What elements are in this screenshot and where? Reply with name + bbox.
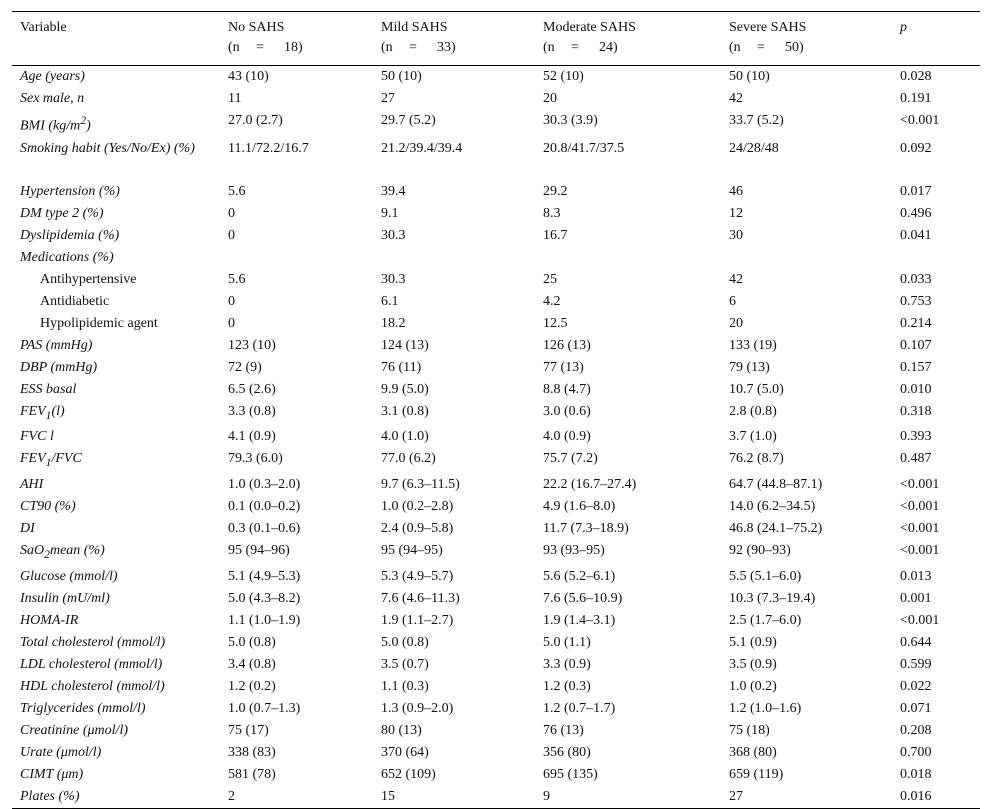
table-row (12, 540, 980, 566)
row-value: <0.001 (900, 521, 940, 537)
table-row (12, 269, 980, 291)
row-value: 3.0 (0.6) (543, 403, 591, 419)
row-value: 0 (228, 227, 235, 243)
table-row (12, 138, 980, 181)
row-value: 0.092 (900, 140, 932, 156)
row-value: 72 (9) (228, 359, 262, 375)
row-value: 338 (83) (228, 745, 276, 761)
row-value: 0.017 (900, 183, 932, 199)
row-value: 92 (90–93) (729, 543, 791, 559)
row-value: 27 (381, 91, 395, 106)
table-row (12, 291, 980, 313)
row-value: 0.644 (900, 635, 932, 651)
header-row (12, 12, 980, 66)
row-value: 1.1 (0.3) (381, 679, 429, 695)
row-value: 1.2 (0.7–1.7) (543, 701, 616, 717)
table-row (12, 66, 980, 89)
row-value: 6.1 (381, 293, 399, 309)
row-value: 5.0 (0.8) (228, 635, 276, 651)
row-value: 695 (135) (543, 767, 598, 783)
row-value: 0.022 (900, 679, 932, 695)
row-value: 126 (13) (543, 337, 591, 353)
row-value: 1.0 (0.3–2.0) (228, 477, 301, 493)
table-row (12, 225, 980, 247)
row-value: 368 (80) (729, 745, 777, 761)
row-value: 16.7 (543, 227, 568, 243)
table-row (12, 742, 980, 764)
row-value: 7.6 (5.6–10.9) (543, 591, 623, 607)
row-value: 0.016 (900, 789, 932, 805)
row-value: 3.4 (0.8) (228, 657, 276, 673)
row-value: 0.071 (900, 701, 932, 717)
header-severe-sahs: Severe SAHS (n = 50) (729, 20, 807, 55)
row-value: 1.2 (1.0–1.6) (729, 701, 802, 717)
row-value: 75.7 (7.2) (543, 451, 598, 467)
row-value: 370 (64) (381, 745, 429, 761)
row-value: 0.1 (0.0–0.2) (228, 499, 301, 515)
table-row (12, 474, 980, 496)
table-row (12, 203, 980, 225)
row-value: 11.7 (7.3–18.9) (543, 521, 629, 537)
row-value: 10.3 (7.3–19.4) (729, 591, 816, 607)
row-value: 5.0 (4.3–8.2) (228, 591, 301, 607)
row-variable: Hypolipidemic agent (40, 315, 158, 331)
row-value: 1.2 (0.3) (543, 679, 591, 695)
row-variable: DI (20, 521, 35, 537)
row-variable: ESS basal (20, 381, 77, 397)
row-value: 8.8 (4.7) (543, 381, 591, 397)
row-value: 2.8 (0.8) (729, 403, 777, 419)
row-value: 76.2 (8.7) (729, 451, 784, 467)
row-variable: HOMA-IR (20, 613, 79, 629)
row-value: 3.1 (0.8) (381, 403, 429, 419)
header-n: (n = 18) (228, 40, 303, 55)
row-value: 0.214 (900, 315, 932, 331)
row-value: 42 (729, 271, 743, 287)
row-value: 1.0 (0.2–2.8) (381, 499, 454, 515)
row-variable: AHI (20, 477, 44, 493)
table-row (12, 518, 980, 540)
row-variable: Glucose (mmol/l) (20, 569, 118, 585)
row-value: 0 (228, 205, 235, 221)
row-value: 0.157 (900, 359, 932, 375)
row-value: 95 (94–96) (228, 543, 290, 559)
row-value: 7.6 (4.6–11.3) (381, 591, 460, 607)
row-value (220, 247, 373, 269)
row-value: 93 (93–95) (543, 543, 605, 559)
header-p: p (900, 20, 907, 35)
table-row (12, 496, 980, 518)
row-value: 76 (13) (543, 723, 584, 739)
row-value: 9 (543, 789, 550, 805)
row-value: 80 (13) (381, 723, 422, 739)
row-value: 77 (13) (543, 359, 584, 375)
row-value: 33.7 (5.2) (729, 113, 784, 128)
row-value: 52 (10) (543, 69, 584, 84)
row-value: 3.3 (0.8) (228, 403, 276, 419)
row-value: 0.107 (900, 337, 932, 353)
table-row (12, 654, 980, 676)
row-value: 5.5 (5.1–6.0) (729, 569, 802, 585)
row-variable: Plates (%) (20, 789, 80, 805)
row-variable: Age (years) (20, 69, 85, 84)
row-variable: Triglycerides (mmol/l) (20, 701, 146, 717)
table-row (12, 110, 980, 138)
row-value: 95 (94–95) (381, 543, 443, 559)
row-value: 5.6 (228, 271, 246, 287)
row-value: 0.487 (900, 451, 932, 467)
table-row (12, 247, 980, 269)
row-value: 1.9 (1.4–3.1) (543, 613, 616, 629)
row-value: 4.0 (1.0) (381, 429, 429, 445)
row-value: 2.4 (0.9–5.8) (381, 521, 454, 537)
row-value: 1.0 (0.2) (729, 679, 777, 695)
row-value: 9.9 (5.0) (381, 381, 429, 397)
table-row (12, 181, 980, 203)
table-row (12, 610, 980, 632)
table-row (12, 786, 980, 809)
row-value: 25 (543, 271, 557, 287)
row-variable: HDL cholesterol (mmol/l) (20, 679, 165, 695)
row-value: 30.3 (381, 227, 406, 243)
row-value: 652 (109) (381, 767, 436, 783)
row-variable: Dyslipidemia (%) (20, 227, 120, 243)
header-variable: Variable (20, 20, 67, 35)
row-value: 581 (78) (228, 767, 276, 783)
row-value: 11 (228, 91, 242, 106)
row-value: 30.3 (3.9) (543, 113, 598, 128)
table-row (12, 379, 980, 401)
row-value: 5.6 (5.2–6.1) (543, 569, 616, 585)
header-n: (n = 50) (729, 40, 804, 55)
row-variable: DM type 2 (%) (20, 205, 104, 221)
row-variable: Insulin (mU/ml) (20, 591, 110, 607)
row-value: 8.3 (543, 205, 561, 221)
row-value (892, 247, 980, 269)
row-value: 0.033 (900, 271, 932, 287)
row-variable: Antidiabetic (40, 293, 110, 309)
row-value: 0.393 (900, 429, 932, 445)
header-moderate-sahs: Moderate SAHS (n = 24) (543, 20, 636, 55)
row-value: 0.010 (900, 381, 932, 397)
row-value: 0.496 (900, 205, 932, 221)
row-value: 75 (18) (729, 723, 770, 739)
data-table (12, 11, 980, 809)
row-value: 42 (729, 91, 743, 106)
row-value: 0.700 (900, 745, 932, 761)
row-value: 12.5 (543, 315, 568, 331)
row-value: 133 (19) (729, 337, 777, 353)
row-value: 0.001 (900, 591, 932, 607)
row-value: 2 (228, 789, 235, 805)
row-value: 3.7 (1.0) (729, 429, 777, 445)
row-variable: Creatinine (μmol/l) (20, 723, 128, 739)
row-value: 14.0 (6.2–34.5) (729, 499, 816, 515)
row-value: 30 (729, 227, 743, 243)
row-value: 9.1 (381, 205, 399, 221)
row-variable: DBP (mmHg) (20, 359, 98, 375)
row-value: 24/28/48 (729, 140, 779, 156)
row-value: 11.1/72.2/16.7 (228, 140, 309, 156)
row-variable: FVC l (20, 429, 54, 445)
row-value: <0.001 (900, 499, 940, 515)
row-variable: Total cholesterol (mmol/l) (20, 635, 166, 651)
row-value: 50 (10) (381, 69, 422, 84)
row-value: 46 (729, 183, 743, 199)
header-n: (n = 24) (543, 40, 618, 55)
table-row (12, 88, 980, 110)
row-value: 20 (543, 91, 557, 106)
row-value: 5.0 (1.1) (543, 635, 591, 651)
row-value: 39.4 (381, 183, 406, 199)
row-value: 75 (17) (228, 723, 269, 739)
row-value: <0.001 (900, 613, 940, 629)
row-value: 3.3 (0.9) (543, 657, 591, 673)
table-row (12, 426, 980, 448)
row-value: 356 (80) (543, 745, 591, 761)
table-row (12, 401, 980, 427)
row-variable: BMI $(kg/m^2)$ (20, 114, 91, 134)
row-value: 0.3 (0.1–0.6) (228, 521, 301, 537)
row-value: 5.1 (4.9–5.3) (228, 569, 301, 585)
row-value: 21.2/39.4/39.4 (381, 140, 463, 156)
row-value: 29.7 (5.2) (381, 113, 436, 128)
row-value: 27 (729, 789, 743, 805)
row-value: 0.753 (900, 293, 932, 309)
row-value: 659 (119) (729, 767, 784, 783)
row-value: 0.013 (900, 569, 932, 585)
row-value: 4.0 (0.9) (543, 429, 591, 445)
row-value: 0.318 (900, 403, 932, 419)
row-value: 0.208 (900, 723, 932, 739)
header-n: (n = 33) (381, 40, 456, 55)
row-value: 0.191 (900, 91, 932, 106)
row-value: 1.1 (1.0–1.9) (228, 613, 301, 629)
row-variable: Antihypertensive (40, 271, 137, 287)
row-variable: Sex male, n (20, 91, 85, 106)
row-value: 6.5 (2.6) (228, 381, 276, 397)
row-value: 0 (228, 315, 235, 331)
row-value: 1.9 (1.1–2.7) (381, 613, 454, 629)
row-value: 6 (729, 293, 736, 309)
row-variable: Smoking habit (Yes/No/Ex) (%) (20, 140, 195, 156)
row-value: 0.041 (900, 227, 932, 243)
table-row (12, 313, 980, 335)
row-value: 18.2 (381, 315, 406, 331)
row-value: 0.599 (900, 657, 932, 673)
row-variable: Hypertension (%) (20, 183, 120, 199)
table-row (12, 588, 980, 610)
row-value: 46.8 (24.1–75.2) (729, 521, 823, 537)
row-value: 79 (13) (729, 359, 770, 375)
table-row (12, 632, 980, 654)
row-value: 1.3 (0.9–2.0) (381, 701, 454, 717)
row-variable: PAS (mmHg) (20, 337, 93, 353)
row-variable: CIMT (μm) (20, 767, 84, 783)
row-value: 29.2 (543, 183, 568, 199)
row-value (373, 247, 535, 269)
table-row (12, 335, 980, 357)
row-value: 64.7 (44.8–87.1) (729, 477, 823, 493)
row-value: <0.001 (900, 477, 940, 493)
row-value: 5.6 (228, 183, 246, 199)
row-value: 3.5 (0.7) (381, 657, 429, 673)
row-value: 20.8/41.7/37.5 (543, 140, 625, 156)
row-value: 79.3 (6.0) (228, 451, 283, 467)
row-value: 0.028 (900, 69, 932, 84)
row-variable: Medications (%) (20, 249, 114, 265)
row-variable: Urate (μmol/l) (20, 745, 102, 761)
row-value: 124 (13) (381, 337, 429, 353)
row-variable: $FEV_1(l)$ (20, 403, 65, 422)
row-value: 2.5 (1.7–6.0) (729, 613, 802, 629)
table-row (12, 720, 980, 742)
row-value: 3.5 (0.9) (729, 657, 777, 673)
row-value: <0.001 (900, 543, 940, 559)
row-value: 30.3 (381, 271, 406, 287)
row-value: 5.3 (4.9–5.7) (381, 569, 454, 585)
row-value: 123 (10) (228, 337, 276, 353)
row-value: 1.2 (0.2) (228, 679, 276, 695)
table-row (12, 448, 980, 474)
row-variable: $FEV_1$/FVC (20, 451, 82, 470)
row-value (721, 247, 892, 269)
row-value: 10.7 (5.0) (729, 381, 784, 397)
table-row (12, 357, 980, 379)
row-value: 5.0 (0.8) (381, 635, 429, 651)
row-value: 0 (228, 293, 235, 309)
table-row (12, 764, 980, 786)
table-row (12, 566, 980, 588)
row-value: 76 (11) (381, 359, 422, 375)
row-value: 77.0 (6.2) (381, 451, 436, 467)
row-value: 50 (10) (729, 69, 770, 84)
table-row (12, 676, 980, 698)
row-value: 43 (10) (228, 69, 269, 84)
row-variable: LDL cholesterol (mmol/l) (20, 657, 163, 673)
header-mild-sahs: Mild SAHS (n = 33) (381, 20, 456, 55)
row-value: 0.018 (900, 767, 932, 783)
row-value: 5.1 (0.9) (729, 635, 777, 651)
row-value: <0.001 (900, 113, 940, 128)
row-value: 20 (729, 315, 743, 331)
row-value: 4.1 (0.9) (228, 429, 276, 445)
row-value (535, 247, 721, 269)
row-variable: SaO$_2$mean (%) (20, 543, 105, 562)
row-value: 1.0 (0.7–1.3) (228, 701, 301, 717)
row-value: 15 (381, 789, 395, 805)
header-no-sahs: No SAHS (n = 18) (228, 20, 303, 55)
table-container (12, 11, 980, 809)
row-variable: CT90 (%) (20, 499, 76, 515)
row-value: 4.2 (543, 293, 561, 309)
row-value: 4.9 (1.6–8.0) (543, 499, 616, 515)
row-value: 9.7 (6.3–11.5) (381, 477, 460, 493)
row-value: 12 (729, 205, 743, 221)
row-value: 27.0 (2.7) (228, 113, 283, 128)
row-value: 22.2 (16.7–27.4) (543, 477, 637, 493)
table-row (12, 698, 980, 720)
